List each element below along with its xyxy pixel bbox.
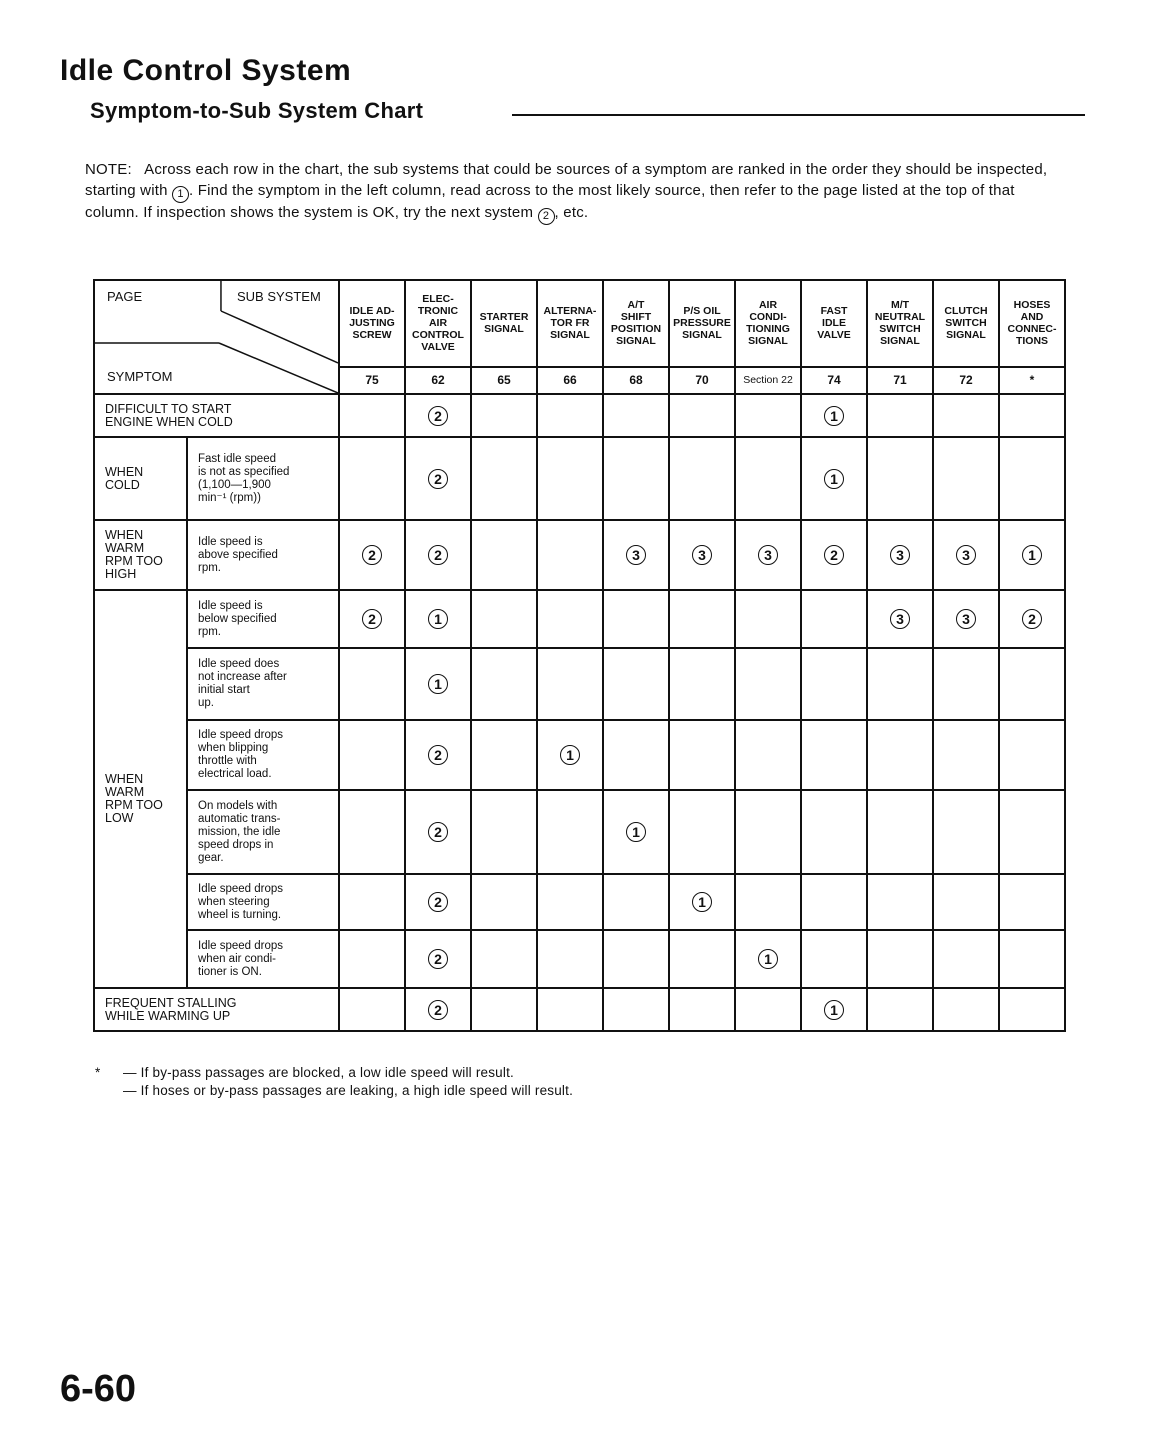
rank-cell — [537, 790, 603, 874]
rank-circle: 3 — [890, 545, 910, 565]
rank-cell — [999, 520, 1065, 590]
symptom-condition: Idle speed drops when air condi- tioner is ON. — [187, 930, 339, 988]
rank-cell — [735, 437, 801, 520]
rank-cell — [537, 394, 603, 437]
rank-cell — [339, 720, 405, 790]
rank-cell — [405, 720, 471, 790]
rank-circle: 2 — [428, 469, 448, 489]
rank-circle: 3 — [758, 545, 778, 565]
symptom-condition: Fast idle speed is not as specified (1,100—1,900 min⁻¹ (rpm)) — [187, 437, 339, 520]
symptom-row — [94, 930, 1065, 988]
rank-cell — [801, 437, 867, 520]
rank-cell — [339, 590, 405, 648]
rank-circle: 3 — [626, 545, 646, 565]
column-page-ref: 74 — [801, 367, 867, 394]
rank-cell — [801, 394, 867, 437]
column-page-ref: 70 — [669, 367, 735, 394]
column-page-ref: 65 — [471, 367, 537, 394]
rank-cell — [933, 437, 999, 520]
rank-cell — [999, 874, 1065, 930]
rank-cell — [999, 930, 1065, 988]
rank-cell — [471, 790, 537, 874]
rank-cell — [339, 394, 405, 437]
rank-cell — [537, 874, 603, 930]
rank-cell — [339, 988, 405, 1031]
column-header: FAST IDLE VALVE — [801, 280, 867, 367]
rank-cell — [537, 648, 603, 720]
rank-cell — [603, 394, 669, 437]
rank-cell — [735, 988, 801, 1031]
rank-cell — [999, 720, 1065, 790]
rank-cell — [669, 988, 735, 1031]
symptom-condition: Idle speed is above specified rpm. — [187, 520, 339, 590]
symptom-row — [94, 790, 1065, 874]
rank-cell — [801, 590, 867, 648]
rank-circle: 2 — [362, 609, 382, 629]
rank-cell — [537, 520, 603, 590]
note-text-3: , etc. — [554, 203, 589, 221]
rank-cell — [339, 790, 405, 874]
symptom-chart — [93, 279, 1066, 1032]
rank-cell — [471, 437, 537, 520]
column-page-ref: 66 — [537, 367, 603, 394]
footnote-star: * — [95, 1065, 101, 1080]
symptom-condition: On models with automatic trans- mission, the idle speed drops in gear. — [187, 790, 339, 874]
rank-cell — [537, 437, 603, 520]
rank-cell — [735, 394, 801, 437]
rank-cell — [933, 648, 999, 720]
rank-cell — [933, 988, 999, 1031]
column-header: STARTER SIGNAL — [471, 280, 537, 367]
rank-cell — [405, 648, 471, 720]
rank-circle: 2 — [362, 545, 382, 565]
rank-cell — [669, 874, 735, 930]
symptom-row — [94, 520, 1065, 590]
note-paragraph — [85, 160, 1070, 225]
rank-cell — [603, 520, 669, 590]
rank-cell — [603, 648, 669, 720]
rank-cell — [735, 720, 801, 790]
rank-cell — [867, 394, 933, 437]
rank-cell — [405, 437, 471, 520]
rank-circle: 1 — [1022, 545, 1042, 565]
rank-circle: 2 — [824, 545, 844, 565]
rank-circle: 3 — [956, 609, 976, 629]
rank-cell — [669, 720, 735, 790]
rank-cell — [933, 590, 999, 648]
rank-cell — [999, 790, 1065, 874]
rank-circle: 2 — [428, 545, 448, 565]
symptom-condition: Idle speed drops when steering wheel is turning. — [187, 874, 339, 930]
rank-circle: 1 — [626, 822, 646, 842]
rank-cell — [801, 648, 867, 720]
column-page-ref: * — [999, 367, 1065, 394]
rank-cell — [405, 394, 471, 437]
symptom-row — [94, 988, 1065, 1031]
column-page-ref: Section 22 — [735, 367, 801, 394]
rank-cell — [339, 437, 405, 520]
rank-cell — [537, 590, 603, 648]
rank-cell — [471, 520, 537, 590]
symptom-row — [94, 590, 1065, 648]
rank-circle: 2 — [428, 892, 448, 912]
rank-cell — [801, 790, 867, 874]
rank-1-symbol: 1 — [172, 186, 189, 203]
rank-cell — [735, 520, 801, 590]
column-header: P/S OIL PRESSURE SIGNAL — [669, 280, 735, 367]
rank-cell — [537, 720, 603, 790]
rank-cell — [603, 590, 669, 648]
column-header: AIR CONDI- TIONING SIGNAL — [735, 280, 801, 367]
footnote-line-2: — If hoses or by-pass passages are leaking, a high idle speed will result. — [123, 1083, 574, 1098]
rank-circle: 1 — [692, 892, 712, 912]
rank-cell — [867, 437, 933, 520]
symptom-condition: Idle speed drops when blipping throttle with electrical load. — [187, 720, 339, 790]
rank-circle: 1 — [824, 469, 844, 489]
rank-circle: 2 — [428, 745, 448, 765]
rank-cell — [867, 648, 933, 720]
rank-cell — [669, 790, 735, 874]
rank-cell — [801, 720, 867, 790]
rank-cell — [867, 874, 933, 930]
rank-cell — [999, 648, 1065, 720]
header-corner — [94, 280, 339, 394]
rank-cell — [339, 648, 405, 720]
column-header: IDLE AD- JUSTING SCREW — [339, 280, 405, 367]
rank-circle: 3 — [890, 609, 910, 629]
rank-cell — [405, 790, 471, 874]
rank-cell — [669, 648, 735, 720]
rank-circle: 3 — [692, 545, 712, 565]
rank-cell — [471, 930, 537, 988]
rank-cell — [537, 988, 603, 1031]
symptom-row — [94, 437, 1065, 520]
rank-cell — [735, 930, 801, 988]
rank-cell — [603, 988, 669, 1031]
rank-circle: 2 — [428, 1000, 448, 1020]
note-text-1: Across each row in the chart, the sub systems that could be sources of a symptom are ranked in the order they should be inspected, starting with — [85, 161, 1048, 199]
symptom-group-when-cold: WHEN COLD — [94, 437, 187, 520]
rank-cell — [339, 874, 405, 930]
column-header: M/T NEUTRAL SWITCH SIGNAL — [867, 280, 933, 367]
rank-cell — [471, 648, 537, 720]
symptom-row — [94, 394, 1065, 437]
subtitle-rule — [512, 114, 1085, 116]
subsystem-header-label: SUB SYSTEM — [237, 289, 321, 304]
rank-circle: 1 — [428, 674, 448, 694]
rank-cell — [867, 930, 933, 988]
symptom-condition: Idle speed is below specified rpm. — [187, 590, 339, 648]
column-page-ref: 71 — [867, 367, 933, 394]
symptom-group-warm-high: WHEN WARM RPM TOO HIGH — [94, 520, 187, 590]
rank-cell — [933, 394, 999, 437]
symptom-condition: Idle speed does not increase after initial start up. — [187, 648, 339, 720]
footnote-line-1: — If by-pass passages are blocked, a low idle speed will result. — [123, 1065, 514, 1080]
symptom-header-label: SYMPTOM — [107, 369, 173, 384]
rank-cell — [933, 930, 999, 988]
rank-cell — [867, 590, 933, 648]
rank-cell — [471, 874, 537, 930]
rank-circle: 2 — [1022, 609, 1042, 629]
rank-cell — [471, 394, 537, 437]
rank-cell — [471, 590, 537, 648]
symptom-group-warm-low: WHEN WARM RPM TOO LOW — [94, 590, 187, 988]
rank-circle: 2 — [428, 949, 448, 969]
symptom-row — [94, 648, 1065, 720]
rank-circle: 1 — [824, 1000, 844, 1020]
column-header: ELEC- TRONIC AIR CONTROL VALVE — [405, 280, 471, 367]
rank-cell — [801, 520, 867, 590]
rank-circle: 2 — [428, 822, 448, 842]
rank-2-symbol: 2 — [538, 208, 555, 225]
rank-cell — [867, 720, 933, 790]
note-text-2: . Find the symptom in the left column, read across to the most likely source, then refer to the page listed at the top of that column. If inspection shows the system is OK, try the next system — [85, 181, 1015, 221]
page-title: Idle Control System — [60, 54, 352, 87]
rank-cell — [867, 520, 933, 590]
rank-cell — [669, 394, 735, 437]
column-header: CLUTCH SWITCH SIGNAL — [933, 280, 999, 367]
rank-cell — [801, 988, 867, 1031]
rank-cell — [339, 930, 405, 988]
column-header: A/T SHIFT POSITION SIGNAL — [603, 280, 669, 367]
rank-cell — [669, 437, 735, 520]
page-header-label: PAGE — [107, 289, 143, 304]
rank-cell — [669, 520, 735, 590]
rank-cell — [669, 590, 735, 648]
rank-cell — [735, 648, 801, 720]
rank-cell — [405, 988, 471, 1031]
rank-circle: 3 — [956, 545, 976, 565]
rank-circle: 1 — [560, 745, 580, 765]
rank-circle: 2 — [428, 406, 448, 426]
rank-cell — [471, 720, 537, 790]
symptom-row — [94, 874, 1065, 930]
rank-cell — [867, 988, 933, 1031]
rank-circle: 1 — [824, 406, 844, 426]
rank-cell — [405, 930, 471, 988]
rank-cell — [801, 874, 867, 930]
page-number: 6-60 — [60, 1368, 137, 1410]
rank-cell — [933, 520, 999, 590]
rank-circle: 1 — [758, 949, 778, 969]
rank-cell — [735, 790, 801, 874]
symptom-group-stalling: FREQUENT STALLING WHILE WARMING UP — [94, 988, 339, 1031]
rank-cell — [933, 874, 999, 930]
rank-cell — [405, 520, 471, 590]
rank-cell — [603, 790, 669, 874]
note-label: NOTE: — [85, 161, 132, 178]
symptom-group-cold-start: DIFFICULT TO START ENGINE WHEN COLD — [94, 394, 339, 437]
rank-cell — [735, 590, 801, 648]
rank-cell — [471, 988, 537, 1031]
rank-cell — [801, 930, 867, 988]
symptom-row — [94, 720, 1065, 790]
rank-cell — [603, 930, 669, 988]
rank-cell — [603, 720, 669, 790]
rank-cell — [999, 988, 1065, 1031]
rank-cell — [603, 874, 669, 930]
rank-cell — [669, 930, 735, 988]
rank-cell — [999, 590, 1065, 648]
chart-subtitle: Symptom-to-Sub System Chart — [90, 98, 424, 123]
column-page-ref: 75 — [339, 367, 405, 394]
rank-cell — [867, 790, 933, 874]
rank-cell — [405, 874, 471, 930]
rank-cell — [933, 720, 999, 790]
rank-cell — [999, 394, 1065, 437]
column-page-ref: 62 — [405, 367, 471, 394]
rank-cell — [405, 590, 471, 648]
column-page-ref: 68 — [603, 367, 669, 394]
rank-cell — [603, 437, 669, 520]
footnote — [95, 1064, 573, 1100]
column-header: HOSES AND CONNEC- TIONS — [999, 280, 1065, 367]
rank-cell — [933, 790, 999, 874]
rank-cell — [999, 437, 1065, 520]
column-header: ALTERNA- TOR FR SIGNAL — [537, 280, 603, 367]
rank-cell — [339, 520, 405, 590]
rank-circle: 1 — [428, 609, 448, 629]
rank-cell — [537, 930, 603, 988]
column-page-ref: 72 — [933, 367, 999, 394]
rank-cell — [735, 874, 801, 930]
